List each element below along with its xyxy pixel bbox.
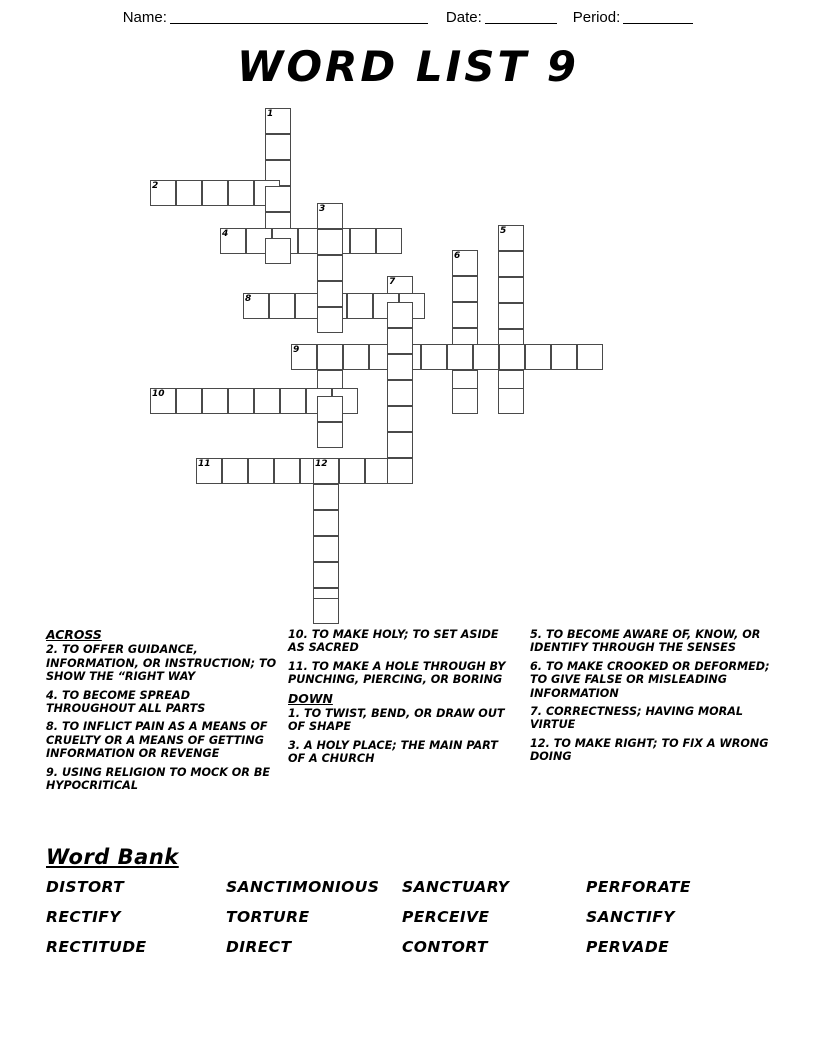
crossword-cell[interactable] [577, 344, 603, 370]
clue-number: 3. [288, 738, 304, 752]
clue-number: 12. [530, 736, 554, 750]
crossword-cell-start-12[interactable] [313, 458, 339, 484]
word-bank-word: RECTITUDE [46, 938, 147, 956]
across-clue-10 [288, 628, 516, 655]
crossword-cell[interactable] [452, 276, 478, 302]
crossword-cell[interactable] [269, 293, 295, 319]
clue-number: 6. [530, 659, 546, 673]
crossword-cell[interactable] [265, 238, 291, 264]
crossword-cell-start-6[interactable] [452, 250, 478, 276]
clue-number: 5. [530, 628, 546, 641]
crossword-cell[interactable] [313, 598, 339, 624]
crossword-cell-start-8[interactable] [243, 293, 269, 319]
down-clue-list-part2 [530, 628, 770, 764]
clue-number-7: 7 [389, 277, 396, 287]
crossword-cell[interactable] [317, 281, 343, 307]
crossword-cell[interactable] [350, 228, 376, 254]
clue-number: 4. [46, 688, 62, 702]
clue-number-11: 11 [198, 459, 211, 469]
clues-column-1 [46, 628, 278, 797]
down-clue-5 [530, 628, 770, 655]
crossword-cell[interactable] [347, 293, 373, 319]
across-clue-8 [46, 720, 278, 760]
clue-number-4: 4 [222, 229, 229, 239]
crossword-cell[interactable] [473, 344, 499, 370]
crossword-cell[interactable] [499, 344, 525, 370]
crossword-cell[interactable] [248, 458, 274, 484]
clue-number-6: 6 [454, 251, 461, 261]
word-bank-word: SANCTIMONIOUS [226, 878, 380, 896]
word-bank-title: Word Bank [46, 845, 179, 869]
clue-text: TO MAKE CROOKED OR DEFORMED; TO GIVE FALSE OR MISLEADING INFORMATION [530, 659, 770, 700]
crossword-cell[interactable] [387, 406, 413, 432]
crossword-cell[interactable] [387, 328, 413, 354]
clue-text: A HOLY PLACE; THE MAIN PART OF A CHURCH [288, 738, 498, 766]
clue-number-3: 3 [319, 204, 326, 214]
across-clue-list-part1 [46, 643, 278, 792]
crossword-cell[interactable] [317, 229, 343, 255]
crossword-cell[interactable] [265, 134, 291, 160]
crossword-cell[interactable] [265, 186, 291, 212]
word-bank-row [46, 908, 776, 926]
crossword-cell[interactable] [254, 388, 280, 414]
crossword-cell[interactable] [280, 388, 306, 414]
crossword-cell-start-9[interactable] [291, 344, 317, 370]
clue-number: 9. [46, 765, 62, 779]
crossword-cell-start-2[interactable] [150, 180, 176, 206]
word-bank-word: TORTURE [226, 908, 310, 926]
period-label: Period: [572, 9, 621, 26]
crossword-cell[interactable] [452, 388, 478, 414]
crossword-cell[interactable] [551, 344, 577, 370]
crossword-cell-start-1[interactable] [265, 108, 291, 134]
crossword-cell[interactable] [317, 255, 343, 281]
crossword-cell[interactable] [387, 302, 413, 328]
word-bank-word: CONTORT [402, 938, 488, 956]
clue-text: TO MAKE HOLY; TO SET ASIDE AS SACRED [288, 628, 499, 655]
crossword-cell[interactable] [421, 344, 447, 370]
crossword-cell[interactable] [387, 380, 413, 406]
clue-text: TO BECOME AWARE OF, KNOW, OR IDENTIFY THROUGH THE SENSES [530, 628, 761, 655]
crossword-cell-start-5[interactable] [498, 225, 524, 251]
crossword-cell[interactable] [317, 307, 343, 333]
crossword-cell[interactable] [447, 344, 473, 370]
across-clue-11 [288, 660, 516, 687]
crossword-cell-start-10[interactable] [150, 388, 176, 414]
crossword-cell[interactable] [317, 396, 343, 422]
clue-number-9: 9 [293, 345, 300, 355]
clue-number: 11. [288, 659, 312, 673]
word-bank-row [46, 938, 776, 956]
date-label: Date: [445, 9, 482, 26]
crossword-cell[interactable] [498, 388, 524, 414]
crossword-cell[interactable] [222, 458, 248, 484]
clue-number-5: 5 [500, 226, 507, 236]
clue-text: TO TWIST, BEND, OR DRAW OUT OF SHAPE [288, 707, 505, 734]
word-bank-row [46, 878, 776, 896]
word-bank-word: DIRECT [226, 938, 292, 956]
down-clue-list-part1 [288, 707, 516, 766]
clue-text: TO BECOME SPREAD THROUGHOUT ALL PARTS [46, 688, 206, 716]
crossword-cell[interactable] [313, 562, 339, 588]
crossword-cell[interactable] [313, 484, 339, 510]
clue-number: 7. [530, 705, 546, 719]
crossword-cell[interactable] [498, 277, 524, 303]
clue-number: 10. [288, 628, 312, 641]
clue-text: CORRECTNESS; HAVING MORAL VIRTUE [530, 705, 744, 732]
crossword-cell[interactable] [202, 388, 228, 414]
clues-column-2 [288, 628, 516, 771]
crossword-cell-start-11[interactable] [196, 458, 222, 484]
crossword-cell[interactable] [313, 510, 339, 536]
clue-number: 8. [46, 720, 62, 734]
clue-number-10: 10 [152, 389, 165, 399]
clue-number-1: 1 [267, 109, 274, 119]
crossword-cell[interactable] [228, 180, 254, 206]
word-bank-word: RECTIFY [46, 908, 121, 926]
down-clue-6 [530, 660, 770, 700]
across-heading: ACROSS [46, 627, 102, 642]
crossword-cell[interactable] [176, 180, 202, 206]
crossword-cell-start-4[interactable] [220, 228, 246, 254]
word-bank-word: PERFORATE [586, 878, 691, 896]
clue-text: USING RELIGION TO MOCK OR BE HYPOCRITICAL [46, 765, 270, 793]
crossword-cell[interactable] [339, 458, 365, 484]
crossword-cell[interactable] [387, 354, 413, 380]
crossword-cell[interactable] [317, 422, 343, 448]
word-bank-word: PERVADE [586, 938, 670, 956]
crossword-cell[interactable] [313, 536, 339, 562]
crossword-cell[interactable] [387, 458, 413, 484]
word-bank-section [46, 845, 776, 968]
crossword-cell[interactable] [274, 458, 300, 484]
clue-number-8: 8 [245, 294, 252, 304]
word-bank-word: DISTORT [46, 878, 125, 896]
crossword-cell[interactable] [176, 388, 202, 414]
across-clue-list-part2 [288, 628, 516, 687]
across-clue-4 [46, 689, 278, 716]
crossword-cell[interactable] [228, 388, 254, 414]
clue-text: TO MAKE A HOLE THROUGH BY PUNCHING, PIERCING, OR BORING [288, 659, 506, 687]
crossword-cell[interactable] [498, 303, 524, 329]
crossword-cell[interactable] [452, 302, 478, 328]
down-heading: DOWN [288, 690, 333, 706]
word-bank-word: PERCEIVE [402, 908, 490, 926]
crossword-cell[interactable] [525, 344, 551, 370]
crossword-cell[interactable] [387, 432, 413, 458]
clue-number: 1. [288, 707, 304, 721]
across-clue-9 [46, 766, 278, 793]
clues-column-3 [530, 628, 770, 769]
word-bank-word: SANCTIFY [586, 908, 675, 926]
name-label: Name: [122, 9, 167, 26]
crossword-cell[interactable] [376, 228, 402, 254]
crossword-cell[interactable] [343, 344, 369, 370]
word-bank-rows [46, 878, 776, 956]
down-clue-12 [530, 737, 770, 764]
across-clue-2 [46, 643, 278, 683]
clue-number: 2. [46, 643, 62, 657]
clue-number-2: 2 [152, 181, 159, 191]
crossword-cell[interactable] [498, 251, 524, 277]
clue-text: TO OFFER GUIDANCE, INFORMATION, OR INSTRUCTION; TO SHOW THE “RIGHT WAY [46, 643, 277, 684]
page-title: WORD LIST 9 [237, 42, 579, 91]
crossword-cell-start-3[interactable] [317, 203, 343, 229]
down-clue-1 [288, 707, 516, 734]
clue-text: TO INFLICT PAIN AS A MEANS OF CRUELTY OR A MEANS OF GETTING INFORMATION OR REVENGE [46, 720, 268, 761]
crossword-cell[interactable] [317, 344, 343, 370]
clues-section [46, 628, 770, 833]
crossword-cell[interactable] [202, 180, 228, 206]
word-bank-word: SANCTUARY [402, 878, 510, 896]
down-clue-7 [530, 705, 770, 732]
clue-number-12: 12 [315, 459, 328, 469]
down-clue-3 [288, 739, 516, 766]
clue-text: TO MAKE RIGHT; TO FIX A WRONG DOING [530, 736, 769, 764]
